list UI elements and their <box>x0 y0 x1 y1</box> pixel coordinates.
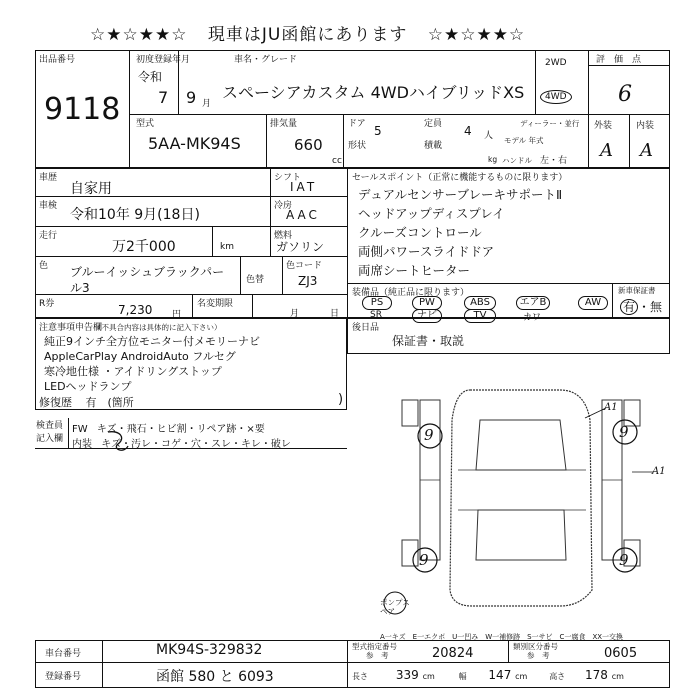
inspector-interior-label: 内装 <box>72 439 92 450</box>
plate-number: 函館 580 と 6093 <box>156 669 274 685</box>
new-car-warranty-value: 有 ・無 <box>620 298 662 315</box>
history-value: 自家用 <box>70 181 112 197</box>
inspector-interior-options: キズ・汚レ・コゲ・穴・スレ・キレ・破レ <box>101 439 291 450</box>
mark-rear-left: 9 <box>419 551 429 569</box>
equipment-label: 装備品（純正品に限ります） <box>352 288 470 298</box>
color-swap-label: 色替 <box>246 275 265 285</box>
mark-a1-side: A1 <box>652 466 666 477</box>
displacement-label: 排気量 <box>270 119 298 129</box>
history-label: 車歴 <box>39 173 58 183</box>
inspector-handwriting <box>104 428 134 458</box>
equip-abs: ABS <box>464 296 496 310</box>
car-name-label: 車名・グレード <box>234 55 298 65</box>
car-name: スペーシアカスタム 4WDハイブリッドXS <box>222 83 525 102</box>
equip-pw: PW <box>412 296 442 310</box>
category-label: 類別区分番号 参 考 <box>513 642 558 660</box>
interior-grade: A <box>640 140 653 161</box>
repair-row <box>39 394 134 410</box>
ac-value: AAC <box>286 208 320 222</box>
first-registration-label: 初度登録年月 <box>136 55 191 65</box>
inspection-value: 令和10年 9月(18日) <box>70 207 200 223</box>
selling-point-item: デュアルセンサーブレーキサポートⅡ <box>358 187 563 202</box>
repair-value: 有 (箇所 <box>85 396 134 409</box>
shift-value: IAT <box>290 180 318 194</box>
spare-label: ポンプスペア <box>380 598 410 616</box>
length-label: 長さ <box>352 672 368 681</box>
header-banner <box>90 20 630 44</box>
mark-a1-front: A1 <box>604 402 618 413</box>
mileage-unit: km <box>220 242 234 252</box>
designation-label: 型式指定番号 参 考 <box>352 642 397 660</box>
equip-navi: ナビ <box>412 309 442 323</box>
selling-points-list <box>358 185 562 280</box>
selling-points-label: セールスポイント（正常に機能するものに限ります） <box>352 173 568 183</box>
inspector-label-1: 検査員 <box>36 421 64 431</box>
mileage-value: 万2千000 <box>112 239 176 255</box>
door-label: ドア <box>348 119 366 129</box>
width-value: 147 <box>488 668 512 682</box>
length-value: 339 <box>395 668 419 682</box>
fuel-label: 燃料 <box>274 231 293 241</box>
banner-text: 現車はJU函館にあります <box>207 25 408 45</box>
mark-front-right: 9 <box>619 423 629 441</box>
category-number: 0605 <box>604 646 638 661</box>
equip-sr: SR <box>370 310 382 320</box>
note-line: AppleCarPlay AndroidAuto フルセグ <box>44 350 236 363</box>
model-year-label: モデル 年式 <box>504 136 544 145</box>
selling-point-item: クルーズコントロール <box>358 225 482 240</box>
notes-lines <box>44 334 260 394</box>
recycle-value: 7,230 <box>118 303 153 317</box>
handle-value: 左・右 <box>540 156 568 166</box>
chassis-label: 車台番号 <box>45 649 82 659</box>
width-label: 幅 <box>458 672 467 681</box>
door-count: 5 <box>374 124 382 138</box>
exterior-grade: A <box>600 140 613 161</box>
dimensions-row <box>352 668 624 682</box>
inspector-label-2: 記入欄 <box>36 434 64 444</box>
warranty-yes: 有 <box>620 299 638 315</box>
damage-legend: A一キズ E一エクボ U一凹み W一補修跡 S一サビ C一腐食 XX一交換 <box>380 633 624 641</box>
fuel-value: ガソリン <box>276 240 325 254</box>
equip-aw: AW <box>578 296 608 310</box>
notes-label: 注意事項申告欄 <box>39 323 103 333</box>
banner-stars-left: ☆★☆★★☆ <box>90 25 188 45</box>
color-label: 色 <box>39 261 49 271</box>
length-unit: cm <box>422 672 435 681</box>
warranty-no: 無 <box>650 300 663 314</box>
mark-front-left: 9 <box>424 426 434 444</box>
inspector-fw-label: FW <box>72 424 88 435</box>
designation-number: 20824 <box>432 646 474 661</box>
chassis-number: MK94S-329832 <box>156 642 263 658</box>
height-unit: cm <box>611 672 624 681</box>
notes-sub: （不具合内容は具体的に記入下さい） <box>94 323 222 332</box>
height-value: 178 <box>585 668 608 682</box>
equip-leather: カワ <box>522 313 541 323</box>
banner-stars-right: ☆★☆★★☆ <box>427 25 526 45</box>
recycle-label: R券 <box>39 299 55 309</box>
height-label: 高さ <box>549 672 566 681</box>
repair-close-bracket: ) <box>338 392 344 407</box>
transfer-label: 名変期限 <box>197 299 234 309</box>
selling-point-item: 両席シートヒーター <box>358 263 471 278</box>
later-items-value: 保証書・取説 <box>392 334 465 348</box>
registration-month-unit: 月 <box>202 99 212 109</box>
shift-label: シフト <box>274 173 302 183</box>
plate-label: 登録番号 <box>45 672 82 682</box>
equip-airbag: エアB <box>516 296 550 310</box>
interior-label: 内装 <box>636 121 655 131</box>
transfer-month: 月 <box>290 309 300 319</box>
ac-label: 冷房 <box>274 201 293 211</box>
load-label: 積載 <box>424 141 443 151</box>
equip-tv: TV <box>464 309 496 323</box>
exterior-label: 外装 <box>594 121 613 131</box>
capacity-value: 4 <box>464 124 472 138</box>
inspector-row-fw <box>72 420 265 435</box>
mark-rear-right: 9 <box>619 551 629 569</box>
registration-month: 9 <box>186 88 197 107</box>
lot-label: 出品番号 <box>39 55 76 65</box>
mileage-label: 走行 <box>39 231 58 241</box>
later-items-label: 後日品 <box>352 323 380 333</box>
shape-label: 形状 <box>348 141 367 151</box>
lot-number: 9118 <box>44 92 121 127</box>
handle-label: ハンドル <box>502 156 532 165</box>
new-car-warranty-label: 新車保証書 <box>618 286 656 295</box>
registration-era: 令和 <box>138 70 163 84</box>
car-diagram <box>380 360 680 620</box>
note-line: 寒冷地仕様 ・アイドリングストップ <box>44 365 222 378</box>
registration-year: 7 <box>158 88 169 107</box>
color-code-label: 色コード <box>286 261 323 271</box>
inspector-label <box>36 420 63 446</box>
width-unit: cm <box>515 672 528 681</box>
equip-ps: PS <box>362 296 392 310</box>
repair-label: 修復歴 <box>39 396 72 409</box>
transfer-day: 日 <box>330 309 340 319</box>
color-code: ZJ3 <box>298 274 318 288</box>
rating-label: 評 価 点 <box>596 55 642 65</box>
drive-2wd: 2WD <box>545 58 567 68</box>
displacement-unit: cc <box>332 156 342 166</box>
recycle-unit: 円 <box>172 310 182 320</box>
drive-4wd: 4WD <box>540 90 572 104</box>
capacity-label: 定員 <box>424 119 443 129</box>
inspector-fw-options: キズ・飛石・ヒビ割・リペア跡・×要 <box>96 424 265 435</box>
model-code: 5AA-MK94S <box>148 134 241 153</box>
selling-point-item: 両側パワースライドドア <box>358 244 495 259</box>
inspection-label: 車検 <box>39 201 58 211</box>
note-line: LEDヘッドランプ <box>44 380 132 393</box>
capacity-unit: 人 <box>484 131 494 141</box>
displacement-value: 660 <box>294 136 323 154</box>
note-line: 純正9インチ全方位モニター付メモリーナビ <box>44 335 260 348</box>
load-unit: kg <box>488 155 498 164</box>
model-label: 型式 <box>136 119 155 129</box>
color-value: ブルーイッシュブラックパール3 <box>70 265 225 295</box>
dealer-label: ディーラー・並行 <box>520 119 580 128</box>
selling-point-item: ヘッドアップディスプレイ <box>358 206 505 221</box>
rating-value: 6 <box>618 82 632 107</box>
